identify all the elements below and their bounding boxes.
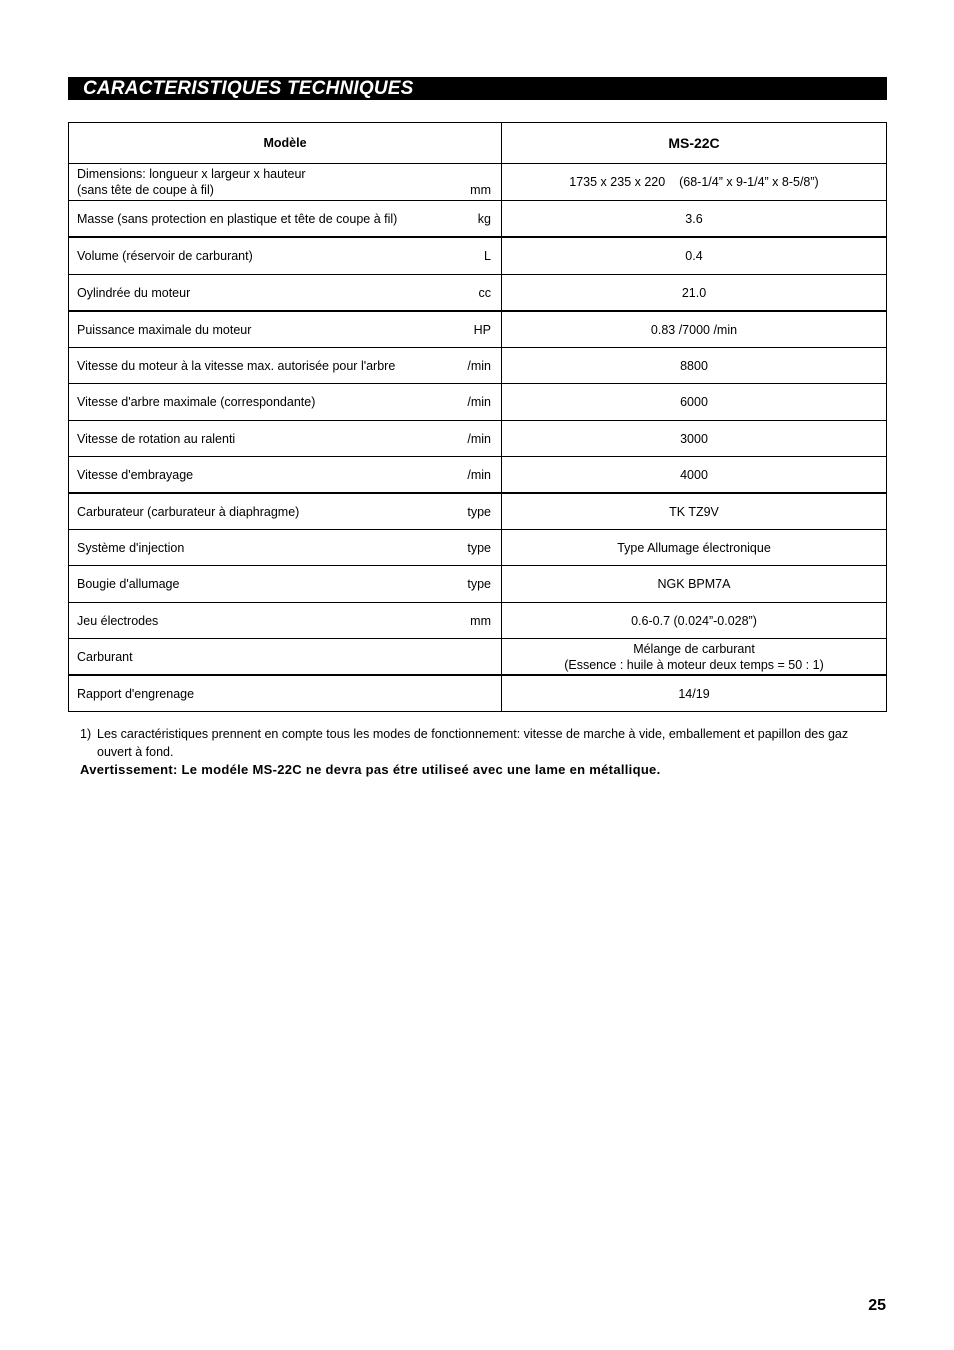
- row-label-line1: Dimensions: longueur x largeur x hauteur: [77, 167, 306, 181]
- header-label-cell: [69, 123, 502, 164]
- row-label-cell: [69, 493, 502, 530]
- row-value: 0.6-0.7 (0.024”-0.028”): [502, 603, 887, 639]
- table-row-max-power: [69, 311, 887, 348]
- row-label-cell: [69, 457, 502, 494]
- row-label-cell: [69, 639, 502, 676]
- table-row-idle-speed: [69, 421, 887, 457]
- row-value: 6000: [502, 384, 887, 421]
- footnote-text: Les caractéristiques prennent en compte tous les modes de fonctionnement: vitesse de marche à vide, emballement et papillon des gaz ouvert à fond.: [97, 727, 849, 759]
- row-value-text: 1735 x 235 x 220 (68-1/4” x 9-1/4” x 8-5/8”): [569, 175, 819, 189]
- table-row-engine-speed-max: [69, 348, 887, 384]
- row-label: Carburateur (carburateur à diaphragme): [77, 504, 300, 519]
- footnote: [80, 725, 885, 761]
- row-value: 21.0: [502, 275, 887, 312]
- row-label-line2: (sans tête de coupe à fil): [77, 183, 214, 197]
- row-label-cell: [69, 675, 502, 712]
- row-label: Masse (sans protection en plastique et tête de coupe à fil): [77, 211, 398, 226]
- row-unit: type: [467, 504, 491, 519]
- row-value: 0.4: [502, 237, 887, 275]
- row-label-cell: [69, 384, 502, 421]
- table-row-fuel-tank: [69, 237, 887, 275]
- row-unit: /min: [467, 358, 491, 373]
- warning-text: Avertissement: Le modéle MS-22C ne devra pas étre utiliseé avec une lame en métallique.: [80, 762, 661, 777]
- table-header-row: [69, 123, 887, 164]
- row-label-cell: [69, 421, 502, 457]
- table-row-clutch-speed: [69, 457, 887, 494]
- row-value: 3000: [502, 421, 887, 457]
- row-label-cell: [69, 566, 502, 603]
- row-unit: /min: [467, 467, 491, 482]
- row-value: 8800: [502, 348, 887, 384]
- row-value: 14/19: [502, 675, 887, 712]
- row-label-cell: [69, 311, 502, 348]
- row-label-cell: [69, 603, 502, 639]
- page-title: CARACTERISTIQUES TECHNIQUES: [83, 78, 414, 99]
- row-value-line2: (Essence : huile à moteur deux temps = 50 : 1): [564, 657, 824, 672]
- row-label: Vitesse d'embrayage: [77, 467, 194, 482]
- row-unit: /min: [467, 395, 491, 409]
- row-value: 3.6: [502, 201, 887, 238]
- row-label: Vitesse d'arbre maximale (correspondante): [77, 395, 316, 409]
- row-value: [502, 164, 887, 201]
- table-row-shaft-speed: [69, 384, 887, 421]
- table-row-ignition-system: [69, 530, 887, 566]
- row-label: Carburant: [77, 649, 133, 664]
- row-value: Type Allumage électronique: [502, 530, 887, 566]
- row-label: Puissance maximale du moteur: [77, 322, 252, 337]
- table-row-electrode-gap: [69, 603, 887, 639]
- row-label-cell: [69, 201, 502, 238]
- table-row-carburetor: [69, 493, 887, 530]
- header-model-name: MS-22C: [668, 134, 720, 151]
- row-unit: kg: [477, 211, 491, 226]
- section-title-bar: [68, 77, 887, 100]
- table-row-fuel: [69, 639, 887, 676]
- row-unit: cc: [478, 285, 491, 300]
- row-value: [502, 639, 887, 676]
- table-row-displacement: [69, 275, 887, 312]
- row-value-line1: Mélange de carburant: [633, 641, 755, 656]
- row-unit: mm: [470, 613, 491, 628]
- page-number: 25: [868, 1297, 886, 1314]
- row-label: Jeu électrodes: [77, 613, 159, 628]
- row-label: Volume (réservoir de carburant): [77, 249, 253, 263]
- row-label-cell: [69, 348, 502, 384]
- row-unit: L: [484, 249, 491, 263]
- table-row-dimensions: [69, 164, 887, 201]
- header-model-label: Modèle: [263, 136, 307, 150]
- row-label: Rapport d'engrenage: [77, 686, 195, 701]
- table-row-mass: [69, 201, 887, 238]
- footnote-number: 1): [80, 727, 92, 741]
- specifications-table: [68, 122, 887, 712]
- header-model-cell: [502, 123, 887, 164]
- row-label-cell: [69, 530, 502, 566]
- row-label: Vitesse de rotation au ralenti: [77, 431, 236, 446]
- row-label: Bougie d'allumage: [77, 577, 180, 591]
- row-label-cell: [69, 164, 502, 201]
- row-label: Vitesse du moteur à la vitesse max. autorisée pour l'arbre: [77, 358, 396, 373]
- row-unit: /min: [467, 431, 491, 446]
- row-value: 4000: [502, 457, 887, 494]
- row-value: TK TZ9V: [502, 493, 887, 530]
- row-unit: type: [467, 540, 491, 555]
- row-label-cell: [69, 275, 502, 312]
- row-unit: type: [467, 577, 491, 591]
- row-unit: mm: [470, 183, 491, 197]
- row-label-cell: [69, 237, 502, 275]
- table-row-spark-plug: [69, 566, 887, 603]
- table-row-gear-ratio: [69, 675, 887, 712]
- row-label: Système d'injection: [77, 540, 185, 555]
- row-value: NGK BPM7A: [502, 566, 887, 603]
- row-value: 0.83 /7000 /min: [502, 311, 887, 348]
- row-label: Oylindrée du moteur: [77, 285, 191, 300]
- row-unit: HP: [473, 322, 491, 337]
